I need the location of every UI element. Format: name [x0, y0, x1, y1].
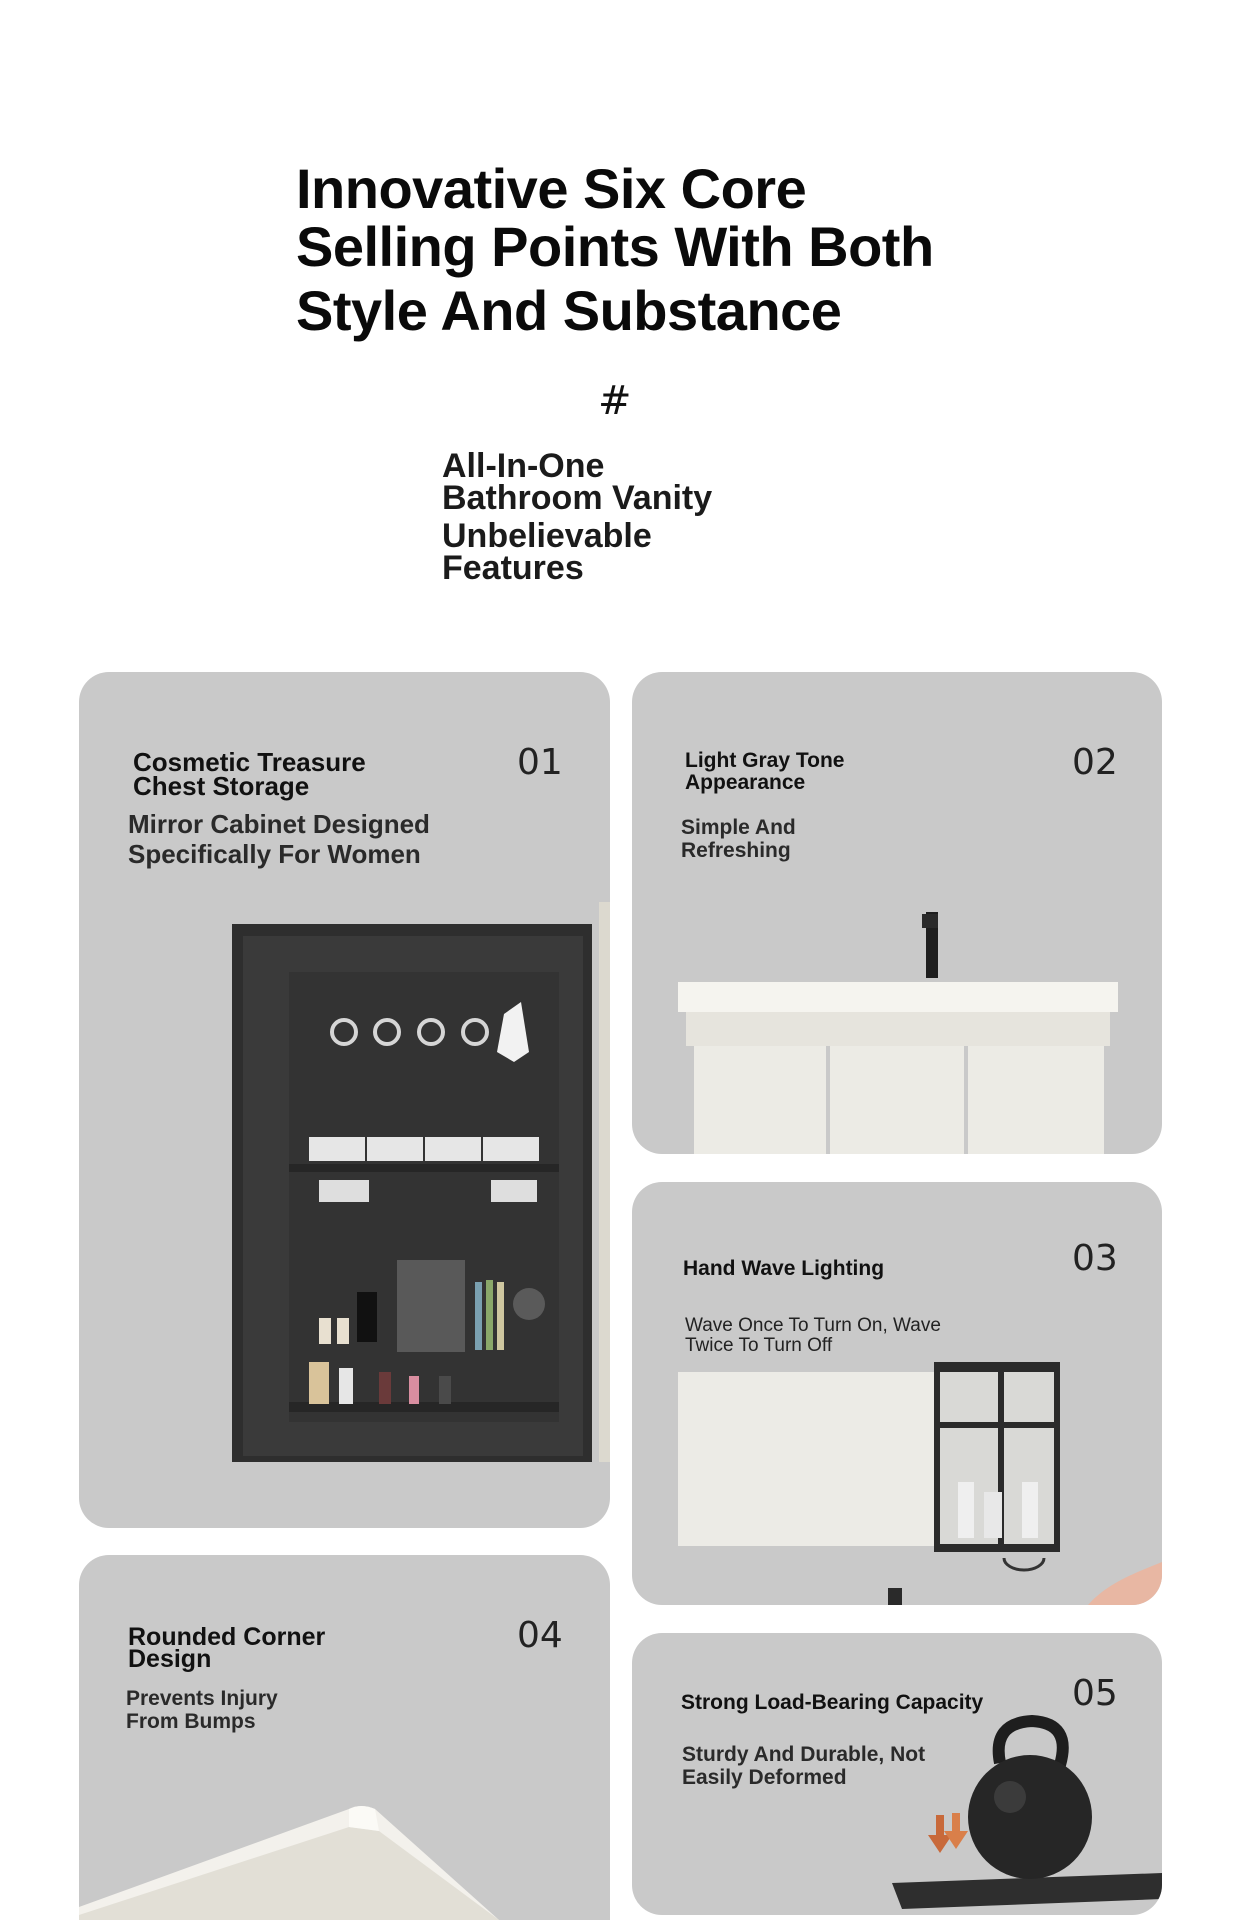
headline-line-2: Selling Points With Both	[296, 215, 934, 278]
rounded-corner-illustration	[79, 1787, 610, 1920]
subheadline-line-1: All-In-One	[442, 447, 605, 485]
feature-title: Strong Load-Bearing Capacity	[681, 1691, 984, 1714]
subheadline-line-4: Features	[442, 549, 584, 587]
feature-number: 02	[1072, 742, 1118, 783]
feature-desc-line-2: From Bumps	[126, 1710, 256, 1733]
feature-desc-line-1: Prevents Injury	[126, 1687, 278, 1710]
feature-number: 04	[517, 1615, 563, 1656]
feature-desc-line-1: Mirror Cabinet Designed	[128, 809, 430, 839]
feature-title-line-2: Appearance	[685, 771, 806, 794]
headline-line-3: Style And Substance	[296, 279, 842, 342]
feature-card-04	[79, 1555, 610, 1920]
feature-title: Hand Wave Lighting	[683, 1257, 885, 1280]
vanity-illustration	[672, 912, 1132, 1154]
subheadline-line-2: Bathroom Vanity	[442, 479, 713, 517]
feature-desc-line-2: Refreshing	[681, 839, 791, 862]
headline-line-1: Innovative Six Core	[296, 157, 807, 220]
feature-desc-line-1: Simple And	[681, 816, 796, 839]
feature-title-line-1: Cosmetic Treasure	[133, 747, 366, 777]
feature-desc-line-2: Easily Deformed	[682, 1766, 847, 1789]
page-headline	[296, 157, 996, 342]
feature-desc-line-2: Specifically For Women	[128, 839, 421, 869]
feature-number: 03	[1072, 1238, 1118, 1279]
feature-card-03	[632, 1182, 1162, 1605]
sensor-mirror-illustration	[678, 1362, 1162, 1605]
page-subheadline	[442, 447, 862, 587]
mirror-cabinet-illustration	[229, 902, 610, 1462]
feature-card-05	[632, 1633, 1162, 1915]
feature-number: 01	[517, 742, 563, 783]
feature-title-line-2: Chest Storage	[133, 771, 310, 801]
kettlebell-illustration	[892, 1713, 1162, 1915]
feature-number: 05	[1072, 1673, 1118, 1714]
feature-title-line-1: Rounded Corner	[128, 1623, 326, 1651]
feature-title-line-1: Light Gray Tone	[685, 749, 845, 772]
feature-desc-line-2: Twice To Turn Off	[685, 1335, 833, 1356]
feature-title-line-2: Design	[128, 1645, 212, 1673]
divider-symbol: #	[598, 378, 632, 424]
feature-desc-line-1: Sturdy And Durable, Not	[682, 1743, 926, 1766]
feature-card-01	[79, 672, 610, 1528]
subheadline-line-3: Unbelievable	[442, 517, 652, 555]
feature-card-02	[632, 672, 1162, 1154]
feature-desc-line-1: Wave Once To Turn On, Wave	[685, 1315, 941, 1336]
